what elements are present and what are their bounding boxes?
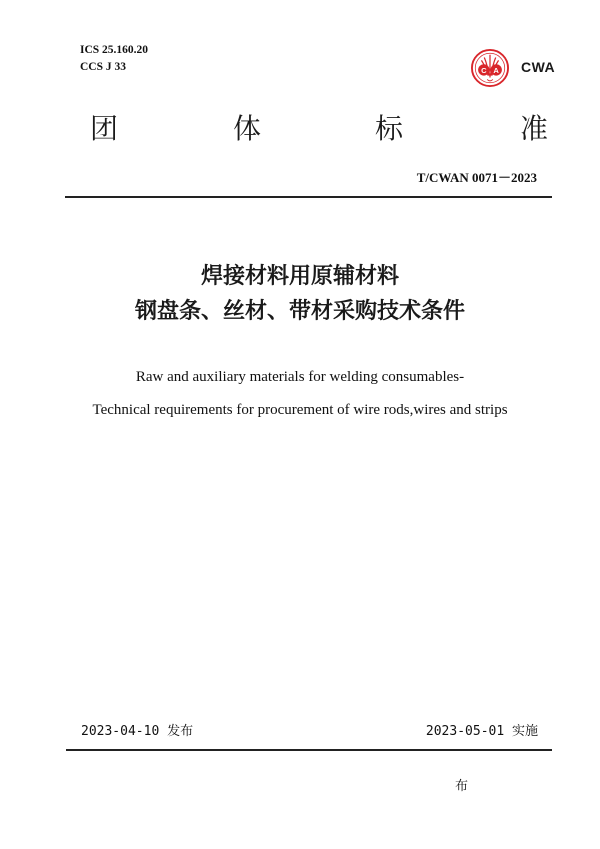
ccs-code: CCS J 33	[80, 61, 127, 73]
standard-number: T/CWAN 0071－2023	[416, 170, 537, 185]
publish-date: 2023-04-10 发布	[81, 724, 194, 739]
ics-code: ICS 25.160.20	[80, 44, 149, 56]
svg-text:C: C	[481, 65, 487, 75]
title-cn-line1: 焊接材料用原辅材料	[200, 264, 399, 289]
title-en-line2: Technical requirements for procurement of wire rods,wires and strips	[92, 402, 508, 418]
header-divider	[65, 196, 552, 198]
logo-label: CWA	[521, 59, 556, 75]
standard-kind-char-2: 体	[233, 112, 262, 145]
issuer-text: 布	[455, 779, 469, 794]
title-cn-line2: 钢盘条、丝材、带材采购技术条件	[134, 299, 465, 324]
svg-text:A: A	[493, 65, 499, 75]
implement-date: 2023-05-01 实施	[425, 724, 538, 739]
title-en-line1: Raw and auxiliary materials for welding consumables-	[135, 369, 465, 385]
cwa-emblem-icon	[471, 49, 509, 87]
standard-kind-char-1: 团	[90, 112, 119, 145]
footer-divider	[66, 749, 552, 751]
classification-codes	[80, 42, 148, 76]
standard-kind-char-4: 准	[520, 112, 549, 145]
standard-kind-char-3: 标	[375, 112, 404, 145]
